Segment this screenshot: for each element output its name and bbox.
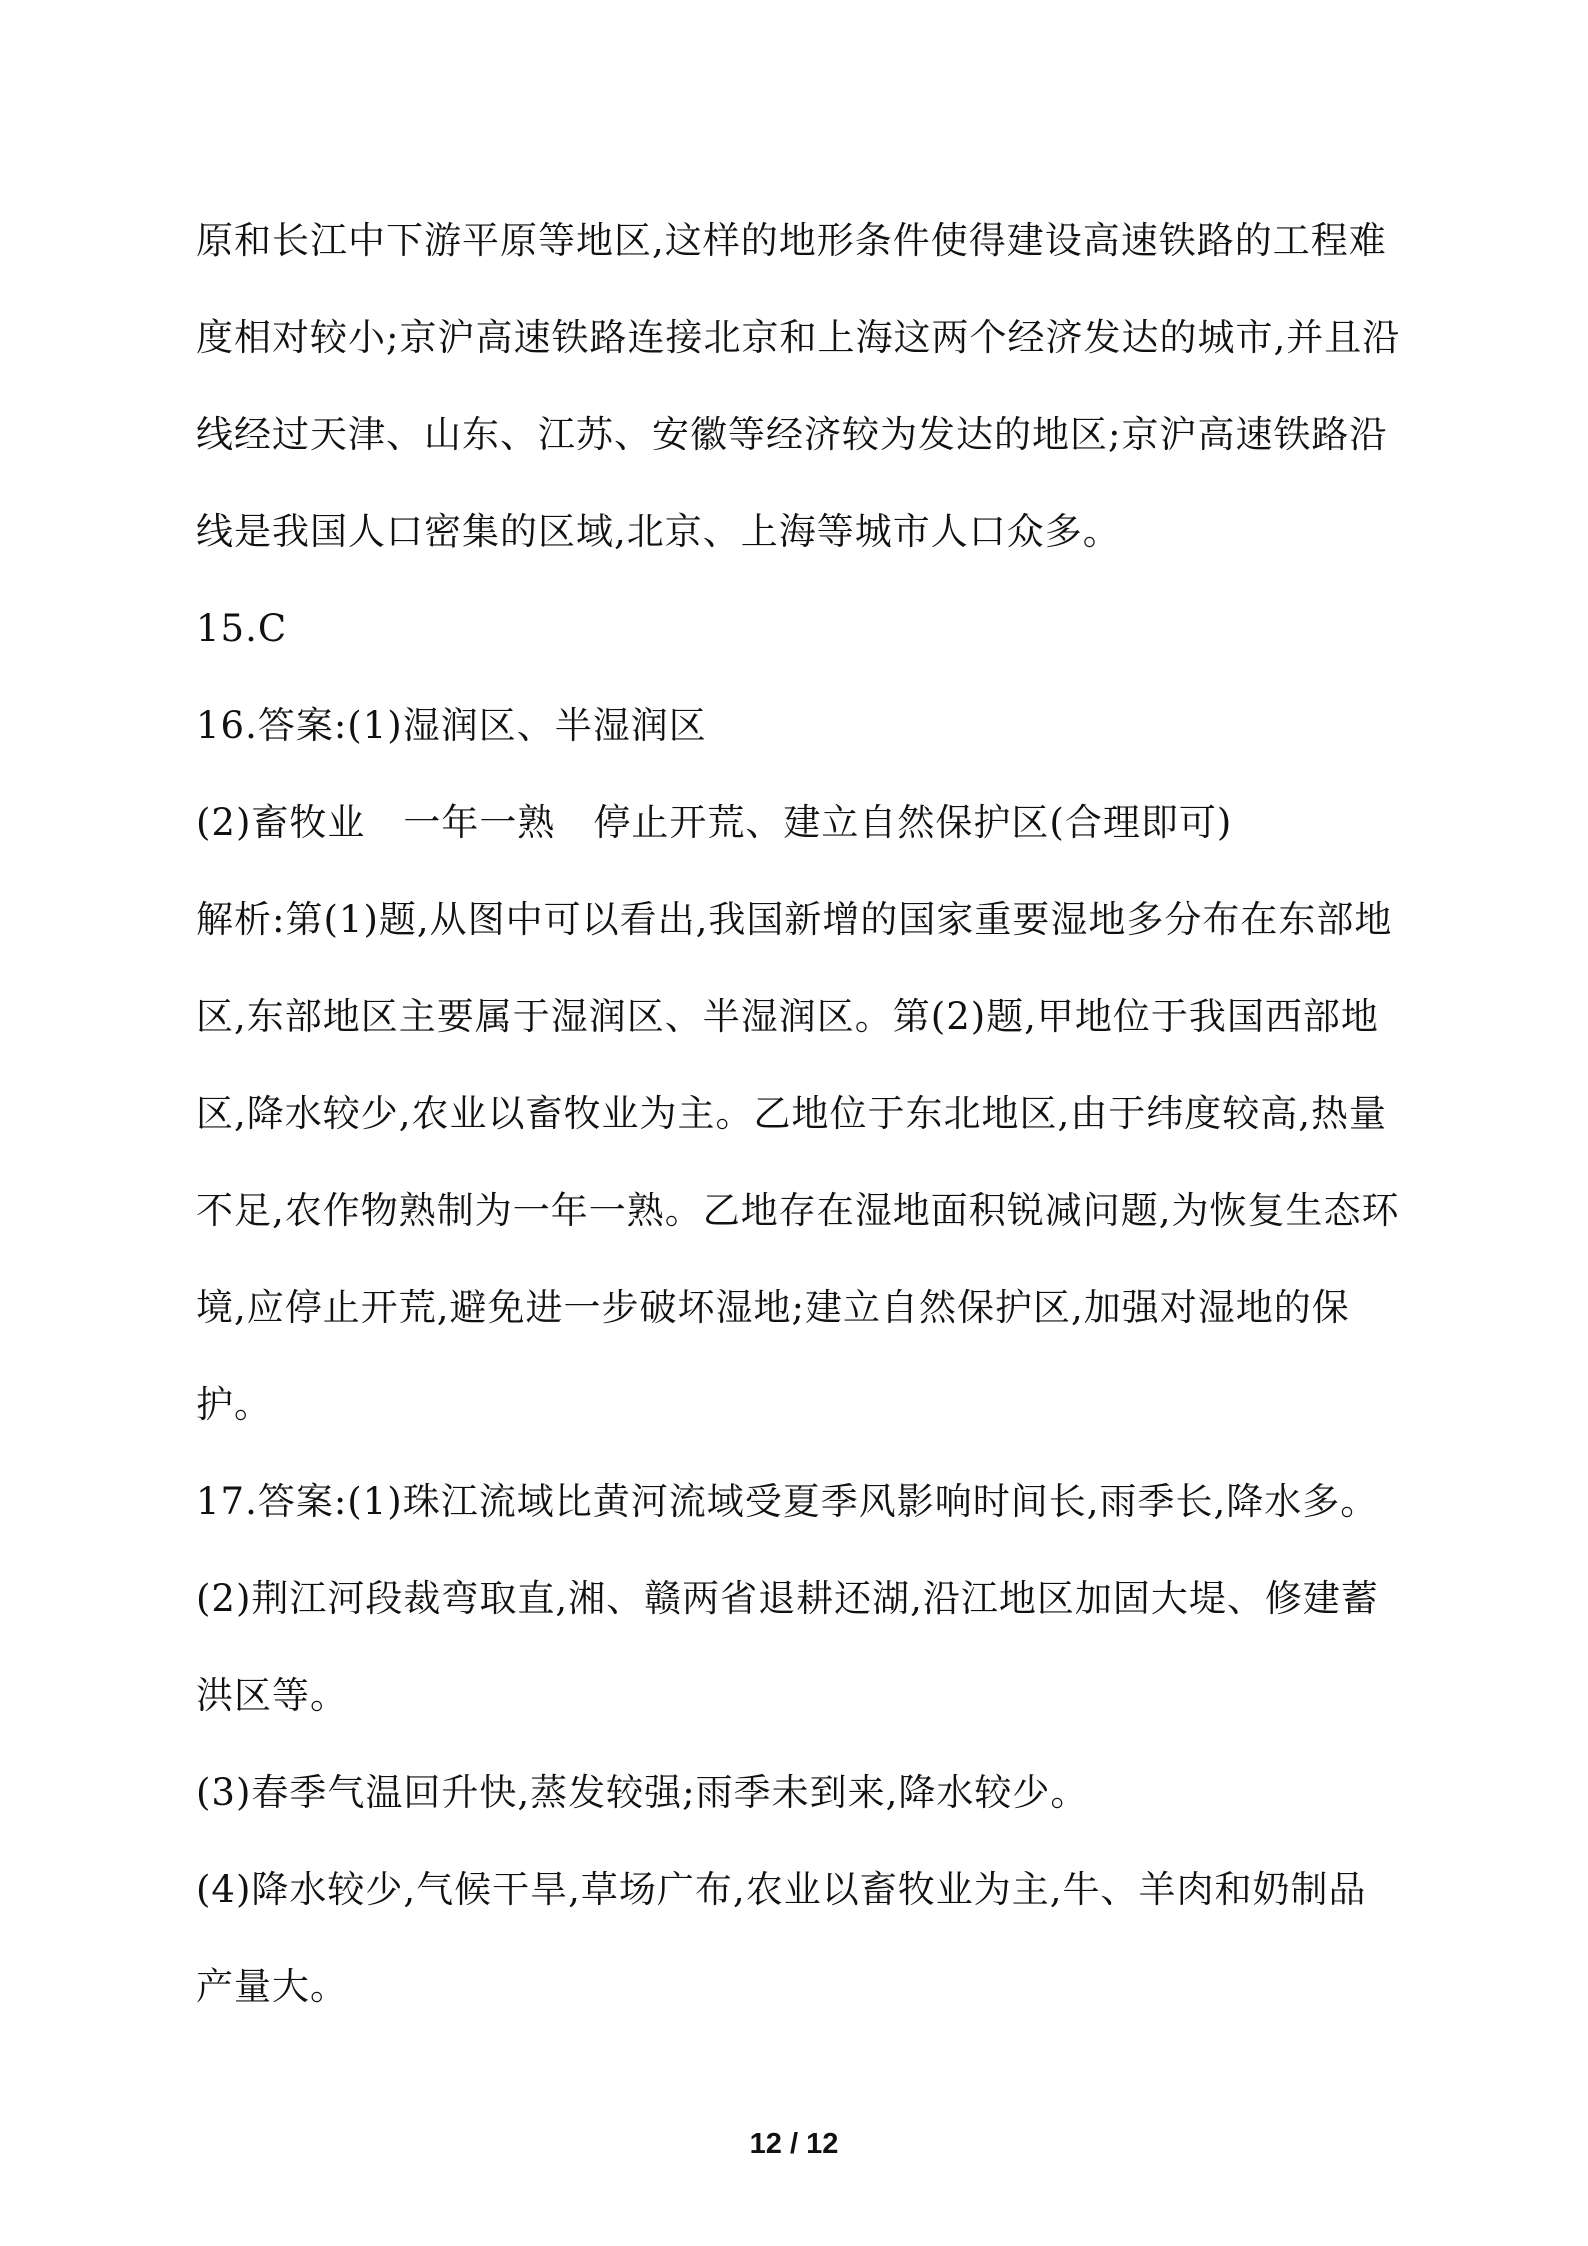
- answer-16-part-2: (2)畜牧业 一年一熟 停止开荒、建立自然保护区(合理即可): [196, 801, 1233, 844]
- text-line: 度相对较小;京沪高速铁路连接北京和上海这两个经济发达的城市,并且沿: [196, 316, 1401, 359]
- text-line: 线经过天津、山东、江苏、安徽等经济较为发达的地区;京沪高速铁路沿: [196, 413, 1388, 456]
- page-number: 12 / 12: [749, 2128, 839, 2160]
- answer-17-part-4: (4)降水较少,气候干旱,草场广布,农业以畜牧业为主,牛、羊肉和奶制品: [196, 1868, 1367, 1911]
- answer-text-body: [196, 212, 1406, 2055]
- text-line: 区,降水较少,农业以畜牧业为主。乙地位于东北地区,由于纬度较高,热量: [196, 1092, 1388, 1135]
- answer-15: 15.C: [196, 607, 288, 650]
- text-line: 线是我国人口密集的区域,北京、上海等城市人口众多。: [196, 510, 1121, 553]
- answer-16-heading: 16.答案:(1)湿润区、半湿润区: [196, 704, 707, 747]
- text-line: 不足,农作物熟制为一年一熟。乙地存在湿地面积锐减问题,为恢复生态环: [196, 1189, 1400, 1232]
- text-line: 原和长江中下游平原等地区,这样的地形条件使得建设高速铁路的工程难: [196, 219, 1387, 262]
- text-line: 洪区等。: [196, 1674, 348, 1717]
- text-line: 护。: [196, 1383, 272, 1426]
- text-line: 区,东部地区主要属于湿润区、半湿润区。第(2)题,甲地位于我国西部地: [196, 995, 1379, 1038]
- answer-17-part-3: (3)春季气温回升快,蒸发较强;雨季未到来,降水较少。: [196, 1771, 1089, 1814]
- text-line: 境,应停止开荒,避免进一步破坏湿地;建立自然保护区,加强对湿地的保: [196, 1286, 1350, 1329]
- text-line: 产量大。: [196, 1965, 348, 2008]
- text-line: 解析:第(1)题,从图中可以看出,我国新增的国家重要湿地多分布在东部地: [196, 898, 1393, 941]
- answer-17-heading: 17.答案:(1)珠江流域比黄河流域受夏季风影响时间长,雨季长,降水多。: [196, 1480, 1379, 1523]
- answer-17-part-2: (2)荆江河段裁弯取直,湘、赣两省退耕还湖,沿江地区加固大堤、修建蓄: [196, 1577, 1379, 1620]
